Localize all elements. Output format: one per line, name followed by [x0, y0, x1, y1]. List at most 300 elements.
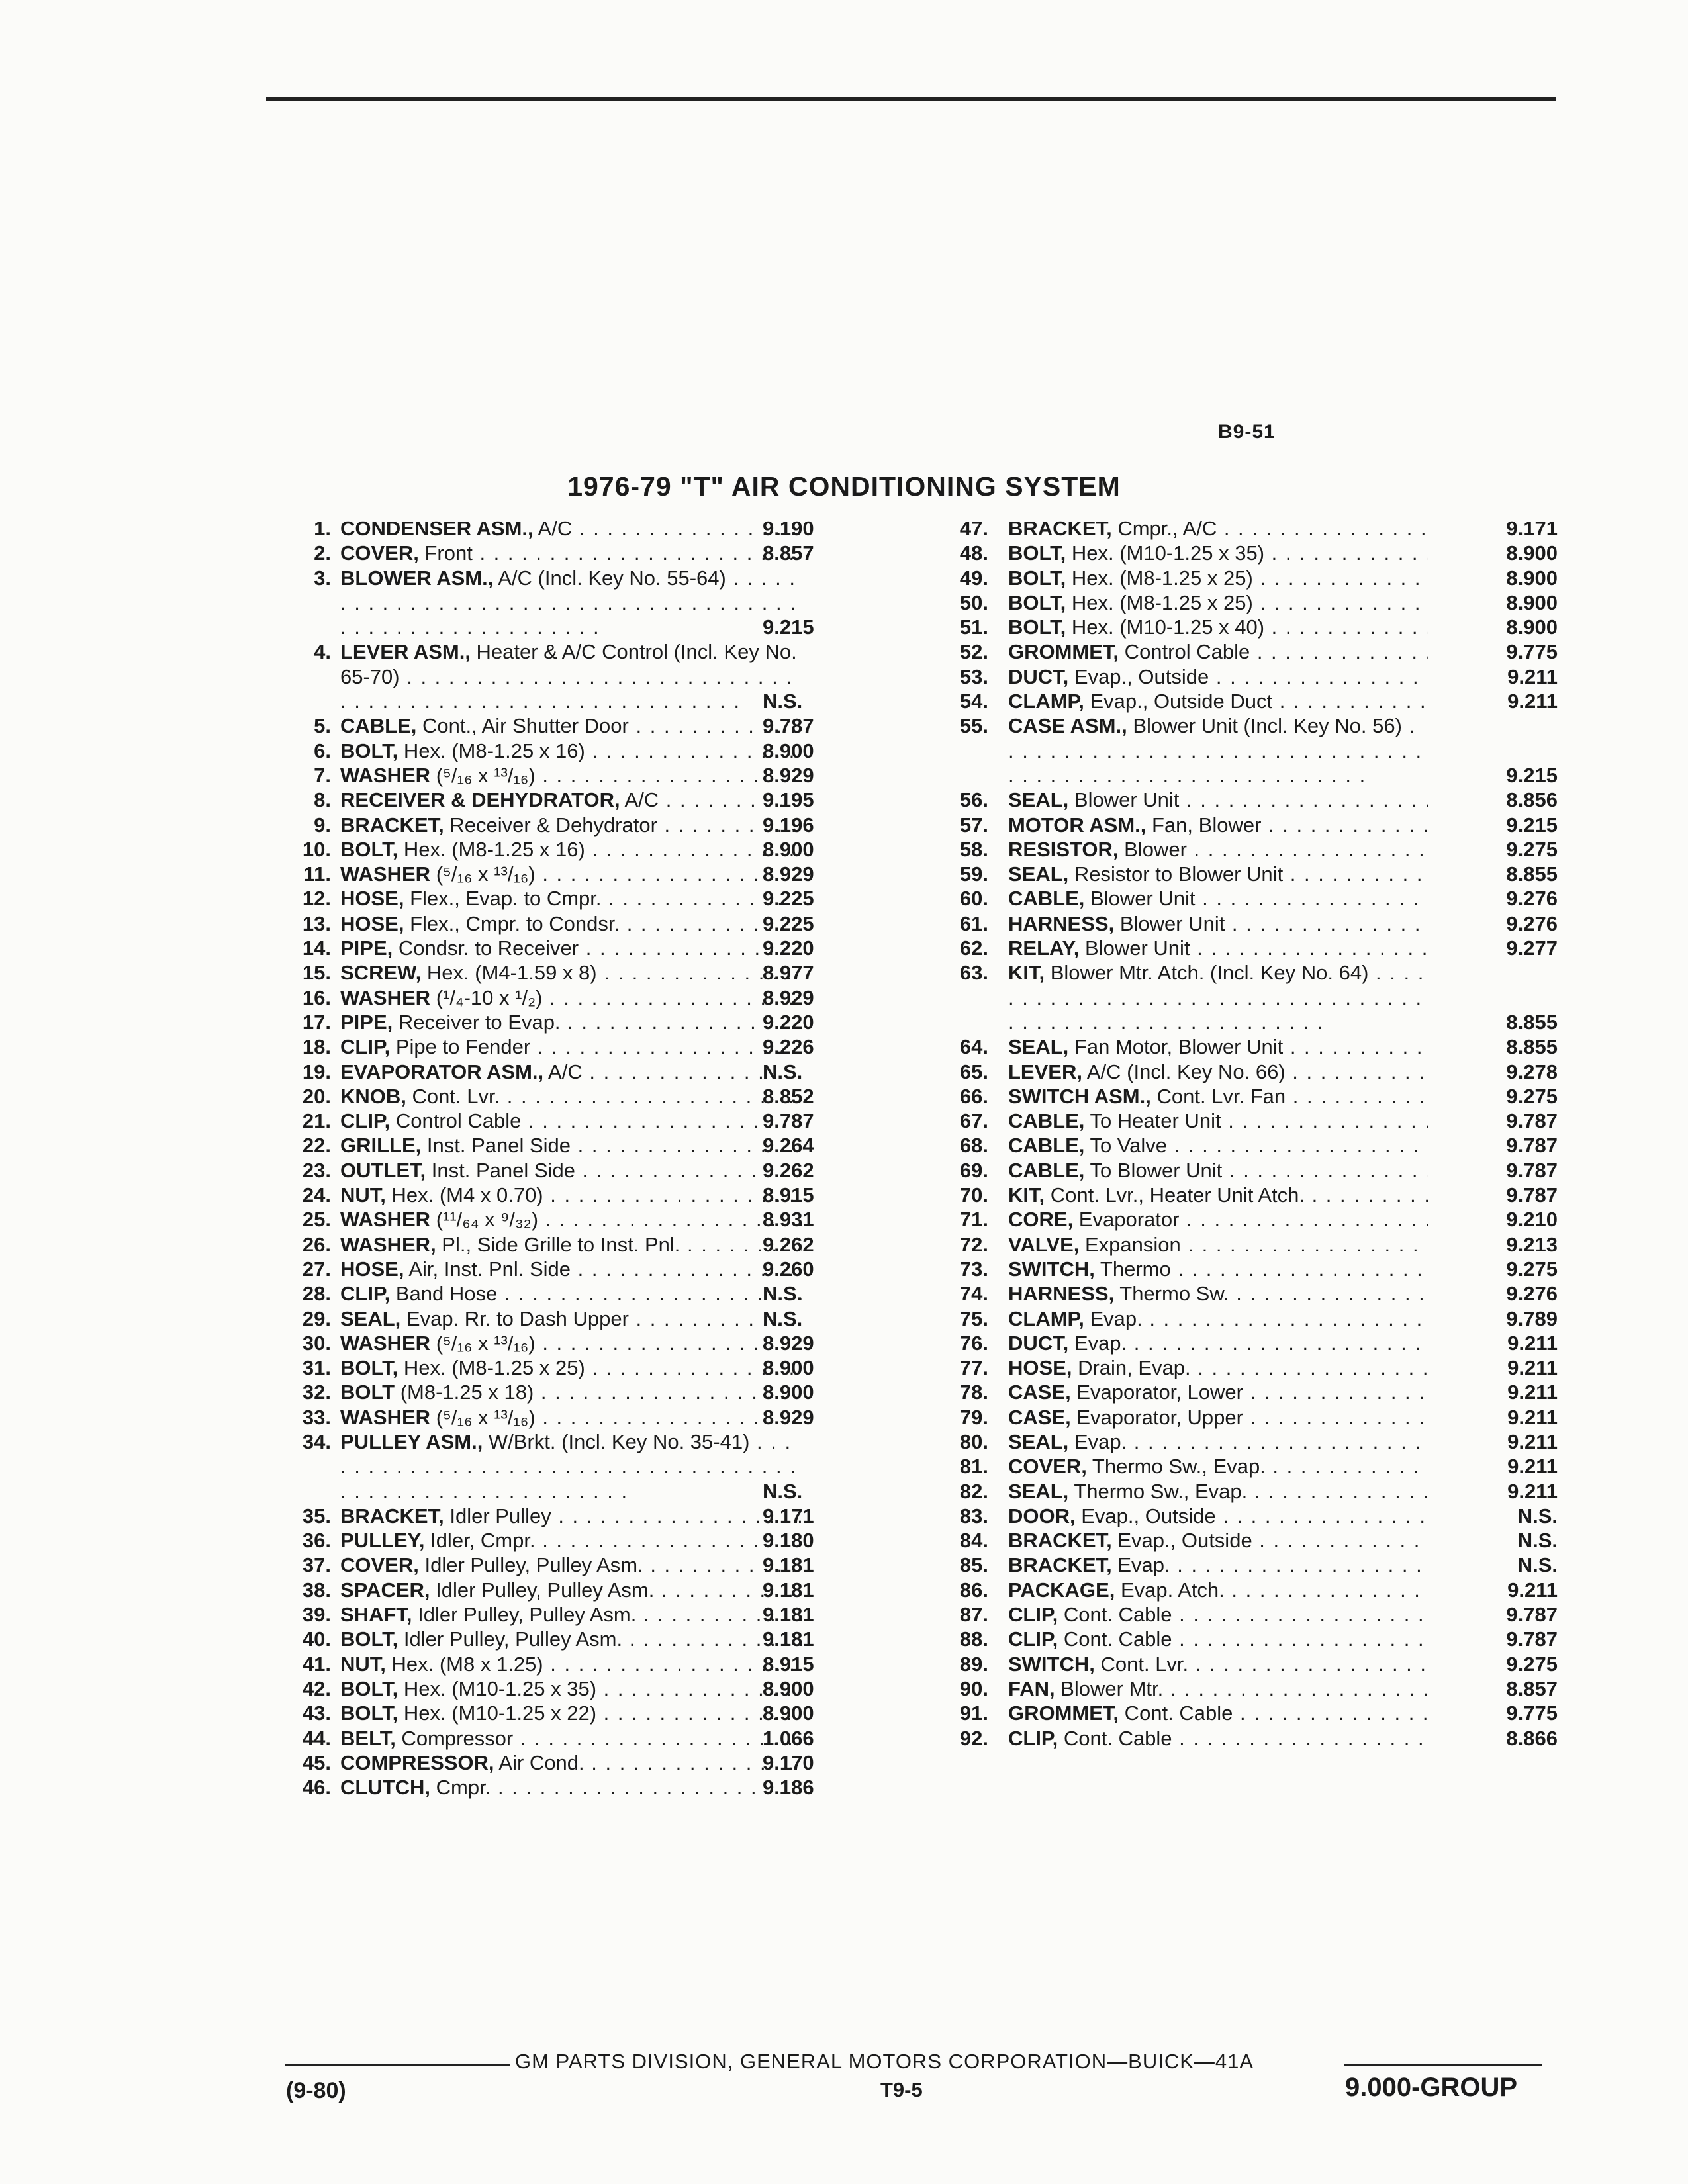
key-number: 81.: [959, 1455, 988, 1479]
part-row: [273, 1627, 935, 1651]
part-name: CLIP,: [1008, 1603, 1058, 1627]
key-number: 61.: [959, 911, 988, 935]
part-row: [273, 1133, 935, 1158]
part-description: [340, 911, 802, 936]
part-description: [340, 1158, 802, 1183]
page-title: 1976-79 "T" AIR CONDITIONING SYSTEM: [567, 471, 1121, 502]
part-description: [340, 1306, 802, 1331]
part-row: [932, 1133, 1558, 1158]
part-row: [273, 1158, 935, 1183]
part-description: [1008, 788, 1428, 812]
part-name: HOSE,: [340, 911, 404, 935]
footer-page-number: T9-5: [880, 2078, 923, 2101]
group-number: 9.211: [1507, 1331, 1558, 1355]
group-number: 8.852: [763, 1084, 814, 1108]
part-detail: Cont. Lvr.: [1094, 1652, 1189, 1676]
part-description: [340, 1627, 802, 1651]
part-row: [273, 1306, 935, 1331]
key-number: 6.: [314, 739, 331, 762]
part-description: [1008, 1183, 1428, 1207]
part-description: [340, 763, 802, 788]
part-description: [1008, 664, 1428, 689]
part-row: [273, 516, 935, 541]
part-detail: Idler Pulley, Pulley Asm.: [430, 1578, 655, 1602]
group-number: N.S.: [1517, 1504, 1558, 1527]
part-detail: Cmpr., A/C: [1111, 517, 1217, 540]
part-name: CASE ASM.,: [1008, 714, 1127, 738]
part-detail: Idler Pulley, Pulley Asm.: [412, 1603, 637, 1627]
key-number: 88.: [959, 1627, 988, 1651]
part-description: [340, 837, 802, 862]
part-description: [340, 566, 802, 640]
key-number: 35.: [302, 1504, 331, 1527]
part-detail: To Blower Unit: [1084, 1158, 1223, 1182]
part-description: [1008, 1380, 1428, 1404]
part-name: WASHER: [340, 1208, 431, 1232]
parts-list-left: [273, 516, 935, 1799]
part-detail: Hex. (M8-1.25 x 16): [398, 837, 585, 861]
part-description: [340, 1652, 802, 1676]
part-description: [340, 1133, 802, 1158]
group-number: 9.264: [763, 1134, 814, 1158]
part-name: CABLE,: [1008, 1158, 1085, 1182]
part-row: [273, 739, 935, 763]
part-name: PIPE,: [340, 1010, 393, 1034]
group-number: 9.260: [763, 1257, 814, 1281]
part-name: KIT,: [1008, 1183, 1045, 1207]
part-name: SEAL,: [1008, 1430, 1069, 1453]
part-name: SPACER,: [340, 1578, 430, 1602]
group-number: 9.215: [1506, 763, 1558, 787]
group-number: 8.900: [1506, 566, 1558, 590]
group-number: 8.900: [1506, 541, 1558, 565]
group-number: 9.276: [1506, 887, 1558, 911]
part-row: [932, 1602, 1558, 1627]
key-number: 32.: [302, 1381, 331, 1404]
group-number: 8.900: [763, 1356, 814, 1380]
group-number: N.S.: [763, 1479, 803, 1503]
part-name: HOSE,: [340, 887, 404, 911]
group-number: 8.900: [763, 739, 814, 762]
part-row: [932, 615, 1558, 639]
part-row: [932, 1281, 1558, 1306]
part-name: CLAMP,: [1008, 1306, 1084, 1330]
part-row: [273, 1355, 935, 1380]
part-row: [273, 1257, 935, 1281]
part-detail: Blower Mtr. Atch. (Incl. Key No. 64): [1045, 961, 1369, 985]
part-name: KNOB,: [340, 1084, 406, 1108]
key-number: 82.: [959, 1479, 988, 1503]
part-description: [1008, 813, 1428, 837]
part-row: [932, 1306, 1558, 1331]
key-number: 85.: [959, 1553, 988, 1577]
part-row: [273, 1504, 935, 1528]
part-name: CLIP,: [340, 1035, 391, 1059]
key-number: 37.: [302, 1553, 331, 1577]
part-row: [273, 1060, 935, 1084]
part-description: [340, 1281, 802, 1306]
part-row: [273, 639, 935, 713]
part-description: [1008, 1652, 1428, 1676]
part-description: [1008, 1060, 1428, 1084]
group-number: 8.857: [1506, 1676, 1558, 1700]
part-row: [932, 1528, 1558, 1553]
group-number: 9.181: [763, 1578, 814, 1602]
part-row: [273, 1405, 935, 1430]
part-detail: (M8-1.25 x 18): [395, 1381, 534, 1404]
part-name: SEAL,: [1008, 862, 1069, 886]
part-name: BRACKET,: [1008, 1529, 1112, 1553]
part-description: [1008, 911, 1428, 936]
part-name: CLIP,: [340, 1282, 391, 1306]
part-row: [273, 1701, 935, 1725]
group-number: 8.900: [763, 1702, 814, 1725]
key-number: 33.: [302, 1405, 331, 1429]
part-description: [1008, 1331, 1428, 1355]
key-number: 59.: [959, 862, 988, 886]
part-description: [340, 1676, 802, 1701]
part-name: NUT,: [340, 1183, 386, 1207]
part-name: SWITCH,: [1008, 1257, 1095, 1281]
group-number: 9.787: [763, 1109, 814, 1133]
group-number: N.S.: [1517, 1553, 1558, 1577]
part-description: [340, 541, 802, 565]
part-detail: Thermo: [1094, 1257, 1171, 1281]
part-description: [1008, 862, 1428, 886]
part-name: SEAL,: [1008, 788, 1069, 812]
part-row: [932, 1652, 1558, 1676]
part-row: [273, 960, 935, 985]
part-detail: Hex. (M10-1.25 x 35): [398, 1676, 597, 1700]
group-number: 9.787: [1506, 1627, 1558, 1651]
part-name: BRACKET,: [340, 1504, 444, 1527]
group-number: 9.215: [1506, 813, 1558, 837]
part-description: [340, 1109, 802, 1133]
key-number: 77.: [959, 1356, 988, 1380]
part-row: [273, 788, 935, 812]
group-number: 9.277: [1506, 936, 1558, 960]
part-row: [932, 689, 1558, 713]
part-row: [932, 639, 1558, 664]
part-description: [1008, 566, 1428, 590]
part-detail: Drain, Evap.: [1072, 1356, 1191, 1380]
part-detail: Cont. Cable: [1058, 1603, 1172, 1627]
key-number: 1.: [314, 517, 331, 540]
group-number: 8.915: [763, 1652, 814, 1676]
part-description: [340, 1380, 802, 1404]
part-detail: Blower: [1118, 837, 1187, 861]
key-number: 23.: [302, 1158, 331, 1182]
part-detail: Control Cable: [1119, 640, 1250, 664]
key-number: 24.: [302, 1183, 331, 1207]
group-number: 8.929: [763, 862, 814, 886]
part-description: [1008, 837, 1428, 862]
part-name: CLIP,: [340, 1109, 391, 1133]
part-detail: Evap., Outside: [1068, 664, 1209, 688]
part-name: RECEIVER & DEHYDRATOR,: [340, 788, 620, 812]
part-detail: Cont. Lvr. Fan: [1150, 1084, 1286, 1108]
part-description: [1008, 960, 1428, 1034]
part-detail: A/C: [620, 788, 659, 812]
part-row: [932, 713, 1558, 788]
key-number: 22.: [302, 1134, 331, 1158]
key-number: 53.: [959, 664, 988, 688]
part-detail: Blower Unit: [1079, 936, 1190, 960]
part-row: [273, 1281, 935, 1306]
part-detail: Hex. (M10-1.25 x 40): [1066, 615, 1265, 639]
key-number: 78.: [959, 1381, 988, 1404]
key-number: 90.: [959, 1676, 988, 1700]
part-row: [273, 1751, 935, 1775]
part-name: CASE,: [1008, 1405, 1071, 1429]
key-number: 29.: [302, 1306, 331, 1330]
part-detail: Pipe to Fender: [390, 1035, 531, 1059]
part-detail: A/C (Incl. Key No. 66): [1082, 1060, 1286, 1083]
top-rule: [266, 97, 1556, 101]
part-detail: Evap. Rr. to Dash Upper: [400, 1306, 629, 1330]
part-name: EVAPORATOR ASM.,: [340, 1060, 544, 1083]
key-number: 76.: [959, 1331, 988, 1355]
part-row: [932, 1726, 1558, 1751]
group-number: 8.900: [1506, 590, 1558, 614]
part-detail: Evaporator: [1073, 1208, 1180, 1232]
key-number: 10.: [302, 837, 331, 861]
part-detail: Hex. (M8-1.25 x 16): [398, 739, 585, 762]
part-detail: Blower Unit: [1084, 887, 1196, 911]
group-number: 8.929: [763, 1405, 814, 1429]
part-name: CORE,: [1008, 1208, 1074, 1232]
key-number: 74.: [959, 1282, 988, 1306]
part-detail: Evap.: [1068, 1430, 1127, 1453]
group-number: 9.211: [1507, 664, 1558, 688]
part-name: HOSE,: [340, 1257, 404, 1281]
part-detail: Evap., Outside Duct: [1084, 690, 1273, 713]
key-number: 45.: [302, 1751, 331, 1774]
part-description: [340, 1553, 802, 1577]
key-number: 47.: [959, 517, 988, 540]
part-description: [1008, 1207, 1428, 1232]
group-number: 9.220: [763, 1010, 814, 1034]
part-row: [932, 788, 1558, 812]
part-detail: A/C (Incl. Key No. 55-64): [493, 566, 726, 590]
part-detail: Front: [418, 541, 473, 565]
group-number: 8.857: [763, 541, 814, 565]
key-number: 13.: [302, 911, 331, 935]
part-name: COMPRESSOR,: [340, 1751, 494, 1774]
part-description: [1008, 1676, 1428, 1701]
key-number: 30.: [302, 1331, 331, 1355]
part-name: PACKAGE,: [1008, 1578, 1115, 1602]
part-name: CONDENSER ASM.,: [340, 517, 534, 540]
part-description: [340, 1578, 802, 1602]
group-number: 9.180: [763, 1529, 814, 1553]
part-name: BOLT: [340, 1381, 395, 1404]
part-name: BOLT,: [340, 1676, 399, 1700]
key-number: 16.: [302, 985, 331, 1009]
key-number: 51.: [959, 615, 988, 639]
group-number: 9.225: [763, 911, 814, 935]
part-row: [932, 1034, 1558, 1059]
part-description: [340, 936, 802, 960]
part-row: [932, 1183, 1558, 1207]
part-description: [340, 1430, 802, 1504]
part-detail: Idler Pulley, Pulley Asm.: [418, 1553, 643, 1577]
part-detail: Idler, Cmpr.: [424, 1529, 536, 1553]
part-name: CABLE,: [340, 714, 417, 738]
part-description: [1008, 516, 1428, 541]
key-number: 54.: [959, 690, 988, 713]
key-number: 9.: [314, 813, 331, 837]
part-row: [932, 1232, 1558, 1257]
part-name: NUT,: [340, 1652, 386, 1676]
part-description: [1008, 1257, 1428, 1281]
part-name: CABLE,: [1008, 887, 1085, 911]
part-row: [273, 1430, 935, 1504]
group-number: 9.789: [1506, 1306, 1558, 1330]
part-row: [273, 541, 935, 565]
group-number: 8.855: [1506, 1010, 1558, 1034]
group-number: N.S.: [763, 1306, 803, 1330]
part-name: BOLT,: [1008, 541, 1066, 565]
key-number: 31.: [302, 1356, 331, 1380]
part-description: [340, 862, 802, 886]
part-row: [932, 1627, 1558, 1651]
part-name: BOLT,: [1008, 615, 1066, 639]
group-number: 8.931: [763, 1208, 814, 1232]
group-number: 9.787: [1506, 1603, 1558, 1627]
part-detail: To Heater Unit: [1084, 1109, 1221, 1133]
key-number: 11.: [303, 862, 331, 886]
key-number: 38.: [302, 1578, 331, 1602]
key-number: 91.: [959, 1702, 988, 1725]
part-name: CLAMP,: [1008, 690, 1084, 713]
part-detail: Idler Pulley: [444, 1504, 551, 1527]
part-description: [1008, 1627, 1428, 1651]
part-description: [1008, 1306, 1428, 1331]
group-number: 8.915: [763, 1183, 814, 1207]
group-number: N.S.: [1517, 1529, 1558, 1553]
part-description: [340, 1084, 802, 1109]
part-detail: Blower Unit: [1114, 911, 1225, 935]
part-detail: Cont. Cable: [1058, 1627, 1172, 1651]
part-description: [340, 1010, 802, 1034]
part-row: [273, 1528, 935, 1553]
part-detail: Flex., Evap. to Cmpr.: [404, 887, 602, 911]
part-row: [932, 1060, 1558, 1084]
group-number: 9.171: [763, 1504, 814, 1527]
part-description: [1008, 541, 1428, 565]
part-detail: Control Cable: [390, 1109, 522, 1133]
key-number: 48.: [959, 541, 988, 565]
key-number: 18.: [302, 1035, 331, 1059]
group-number: 9.186: [763, 1776, 814, 1799]
key-number: 43.: [302, 1702, 331, 1725]
key-number: 55.: [959, 714, 988, 738]
part-name: SCREW,: [340, 961, 422, 985]
part-name: BOLT,: [340, 1356, 399, 1380]
group-number: N.S.: [763, 690, 803, 713]
group-number: 9.275: [1506, 1652, 1558, 1676]
part-row: [273, 1652, 935, 1676]
part-description: [1008, 615, 1428, 639]
footer-rule-right: [1344, 2064, 1542, 2066]
part-row: [273, 713, 935, 738]
part-name: LEVER,: [1008, 1060, 1082, 1083]
group-number: 9.787: [1506, 1134, 1558, 1158]
part-description: [340, 1726, 802, 1751]
group-number: 9.211: [1507, 1405, 1558, 1429]
key-number: 92.: [959, 1726, 988, 1750]
group-number: 9.275: [1506, 837, 1558, 861]
key-number: 46.: [302, 1776, 331, 1799]
group-number: 8.929: [763, 1331, 814, 1355]
part-name: CASE,: [1008, 1381, 1071, 1404]
key-number: 19.: [302, 1060, 331, 1083]
part-detail: Expansion: [1079, 1232, 1181, 1256]
part-row: [932, 1454, 1558, 1479]
group-number: 9.775: [1506, 1702, 1558, 1725]
part-row: [273, 1331, 935, 1355]
part-name: PIPE,: [340, 936, 393, 960]
group-number: 8.900: [1506, 615, 1558, 639]
part-name: CLIP,: [1008, 1726, 1058, 1750]
part-description: [1008, 1232, 1428, 1257]
group-number: 9.211: [1507, 1430, 1558, 1453]
key-number: 62.: [959, 936, 988, 960]
part-detail: Thermo Sw., Evap.: [1086, 1455, 1266, 1479]
group-number: 8.866: [1506, 1726, 1558, 1750]
group-number: 8.977: [763, 961, 814, 985]
key-number: 67.: [959, 1109, 988, 1133]
group-number: 9.211: [1507, 1455, 1558, 1479]
group-number: 9.210: [1506, 1208, 1558, 1232]
group-number: 9.211: [1507, 1356, 1558, 1380]
part-row: [273, 566, 935, 640]
group-number: 9.213: [1506, 1232, 1558, 1256]
part-name: CLUTCH,: [340, 1776, 431, 1799]
part-name: BOLT,: [340, 837, 399, 861]
key-number: 7.: [314, 763, 331, 787]
part-description: [340, 713, 802, 738]
group-number: 9.211: [1507, 1578, 1558, 1602]
part-row: [273, 1602, 935, 1627]
part-description: [1008, 590, 1428, 615]
part-detail: Air Cond.: [494, 1751, 585, 1774]
part-detail: Evaporator, Upper: [1070, 1405, 1243, 1429]
part-description: [340, 639, 802, 713]
part-row: [273, 1726, 935, 1751]
key-number: 42.: [302, 1676, 331, 1700]
group-number: 9.220: [763, 936, 814, 960]
part-description: [1008, 713, 1428, 788]
part-detail: Thermo Sw., Evap.: [1068, 1479, 1248, 1503]
key-number: 58.: [959, 837, 988, 861]
key-number: 36.: [302, 1529, 331, 1553]
part-row: [932, 837, 1558, 862]
part-name: PULLEY,: [340, 1529, 425, 1553]
group-number: N.S.: [763, 1282, 803, 1306]
part-description: [1008, 1034, 1428, 1059]
part-description: [340, 1060, 802, 1084]
key-number: 65.: [959, 1060, 988, 1083]
part-name: WASHER: [340, 763, 431, 787]
part-description: [1008, 639, 1428, 664]
key-number: 5.: [314, 714, 331, 738]
part-name: HARNESS,: [1008, 911, 1115, 935]
group-number: 8.929: [763, 985, 814, 1009]
group-number: 9.190: [763, 517, 814, 540]
part-detail: Pl., Side Grille to Inst. Pnl.: [436, 1232, 680, 1256]
